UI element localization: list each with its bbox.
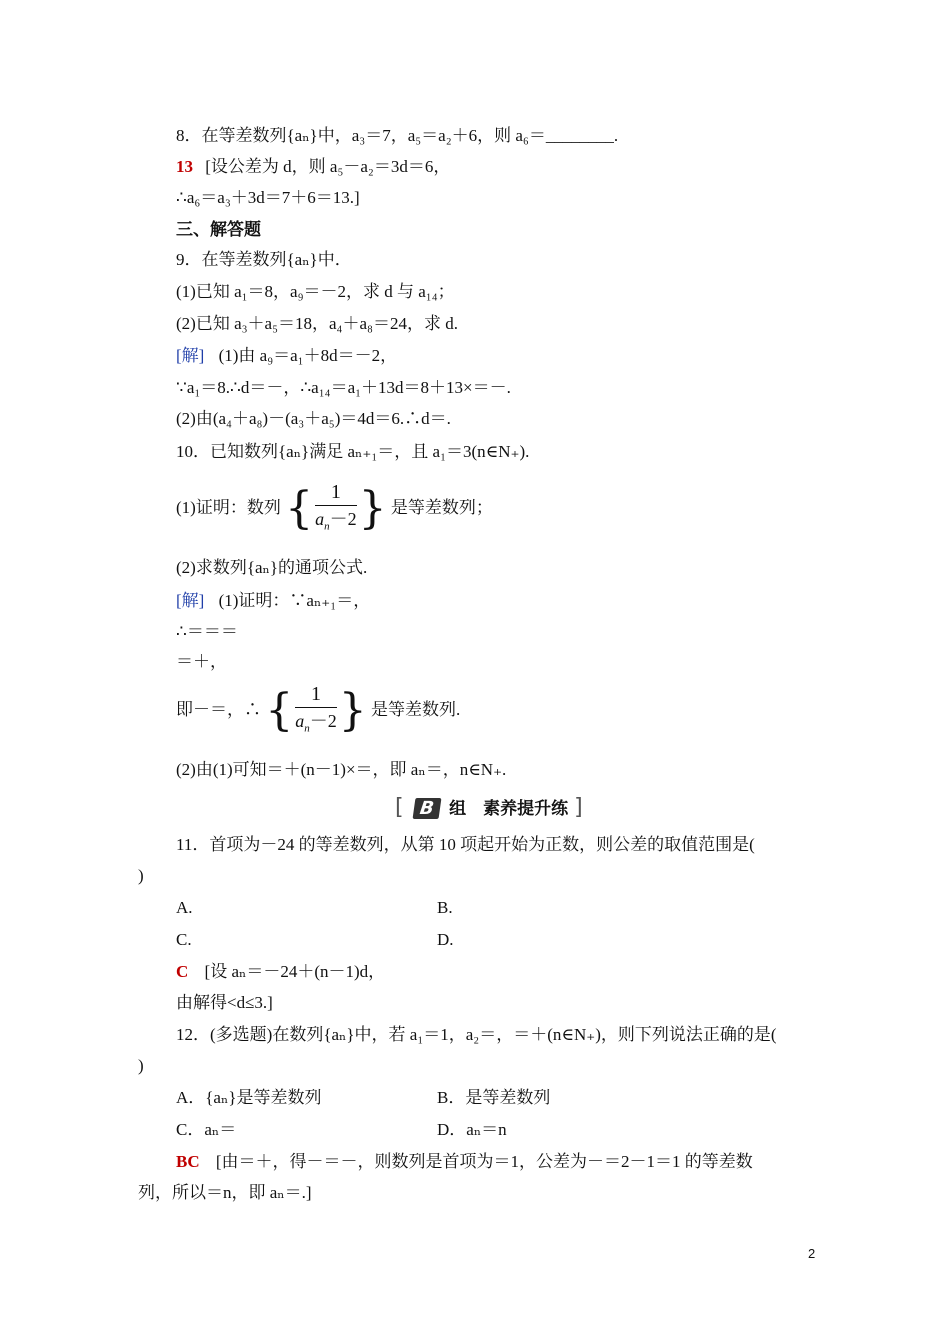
solution-tag: [解] bbox=[176, 346, 205, 365]
q11-option-d: D. bbox=[437, 930, 454, 949]
q10-part1: (1)证明：数列 { $\frac{1}{a_n-2}$ } 是等差数列； bbox=[176, 478, 493, 539]
q10-stem: 10．已知数列{aₙ}满足 aₙ₊₁＝，且 a₁＝3(n∈N₊). bbox=[176, 442, 530, 461]
q8-solution: 13 [设公差为 d，则 a₅－a₂＝3d＝6， bbox=[176, 157, 451, 176]
q12-solution-2: 列，所以＝n，即 aₙ＝.] bbox=[138, 1183, 312, 1202]
q12-stem: 12．(多选题)在数列{aₙ}中，若 a₁＝1，a₂＝，＝＋(n∈N₊)，则下列说法正确的是( bbox=[176, 1025, 777, 1044]
q11-option-b: B. bbox=[437, 898, 453, 917]
banner-title: 组 素养提升练 bbox=[449, 799, 569, 819]
q11-solution-2: 由解得<d≤3.] bbox=[176, 993, 273, 1012]
solution-tag: [解] bbox=[176, 591, 205, 610]
q11-stem-end: ) bbox=[138, 866, 144, 885]
q12-solution-1: BC [由＝＋，得－＝－，则数列是首项为＝1，公差为－＝2－1＝1 的等差数 bbox=[176, 1152, 753, 1171]
section-heading: 三、解答题 bbox=[176, 220, 261, 239]
q10-solution-1: [解] (1)证明：∵aₙ₊₁＝， bbox=[176, 591, 371, 610]
group-badge: B bbox=[412, 798, 441, 819]
left-brace: { bbox=[285, 483, 314, 535]
q9-part2: (2)已知 a₃＋a₅＝18，a₄＋a₈＝24，求 d. bbox=[176, 314, 458, 333]
q10-solution-4: 即－＝，∴ { $\frac{1}{a_n-2}$ } 是等差数列. bbox=[176, 680, 460, 741]
q11-solution-1: C [设 aₙ＝－24＋(n－1)d， bbox=[176, 962, 386, 981]
q11-stem: 11．首项为－24 的等差数列，从第 10 项起开始为正数，则公差的取值范围是( bbox=[176, 835, 755, 854]
fraction-1-over-an-minus-2: $\frac{1}{a_n-2}$ bbox=[295, 682, 337, 735]
q11-option-c: C. bbox=[176, 930, 192, 949]
q8-solution-2: ∴a₆＝a₃＋3d＝7＋6＝13.] bbox=[176, 188, 360, 207]
q12-option-c: C．aₙ＝ bbox=[176, 1120, 237, 1139]
q12-option-a: A．{aₙ}是等差数列 bbox=[176, 1088, 322, 1107]
q9-stem: 9．在等差数列{aₙ}中． bbox=[176, 250, 352, 269]
section-banner: [ B 组 素养提升练 ] bbox=[395, 795, 583, 820]
q9-solution-3: (2)由(a₄＋a₈)－(a₃＋a₅)＝4d＝6.∴d＝. bbox=[176, 409, 451, 428]
page-number: 2 bbox=[808, 1246, 816, 1261]
q12-stem-end: ) bbox=[138, 1056, 144, 1075]
q12-option-d: D．aₙ＝n bbox=[437, 1120, 507, 1139]
right-brace: } bbox=[338, 685, 367, 737]
q8-stem: 8．在等差数列{aₙ}中，a₃＝7，a₅＝a₂＋6，则 a₆＝________. bbox=[176, 126, 619, 145]
q9-solution-1: [解] (1)由 a₉＝a₁＋8d＝－2， bbox=[176, 346, 398, 365]
q9-part1: (1)已知 a₁＝8，a₉＝－2，求 d 与 a₁₄； bbox=[176, 282, 455, 301]
q11-answer: C bbox=[176, 962, 189, 981]
q10-solution-2: ∴＝＝＝ bbox=[176, 622, 238, 641]
q9-solution-2: ∵a₁＝8.∴d＝－，∴a₁₄＝a₁＋13d＝8＋13×＝－. bbox=[176, 378, 511, 397]
q10-solution-3: ＝＋， bbox=[176, 652, 227, 671]
q8-answer: 13 bbox=[176, 157, 193, 176]
fraction-1-over-an-minus-2: $\frac{1}{a_n-2}$ bbox=[315, 480, 357, 533]
q11-option-a: A. bbox=[176, 898, 193, 917]
q12-option-b: B．是等差数列 bbox=[437, 1088, 551, 1107]
q12-answer: BC bbox=[176, 1152, 200, 1171]
left-brace: { bbox=[265, 685, 294, 737]
q10-solution-5: (2)由(1)可知＝＋(n－1)×＝，即 aₙ＝，n∈N₊. bbox=[176, 760, 507, 779]
right-brace: } bbox=[358, 483, 387, 535]
q10-part2: (2)求数列{aₙ}的通项公式. bbox=[176, 558, 368, 577]
